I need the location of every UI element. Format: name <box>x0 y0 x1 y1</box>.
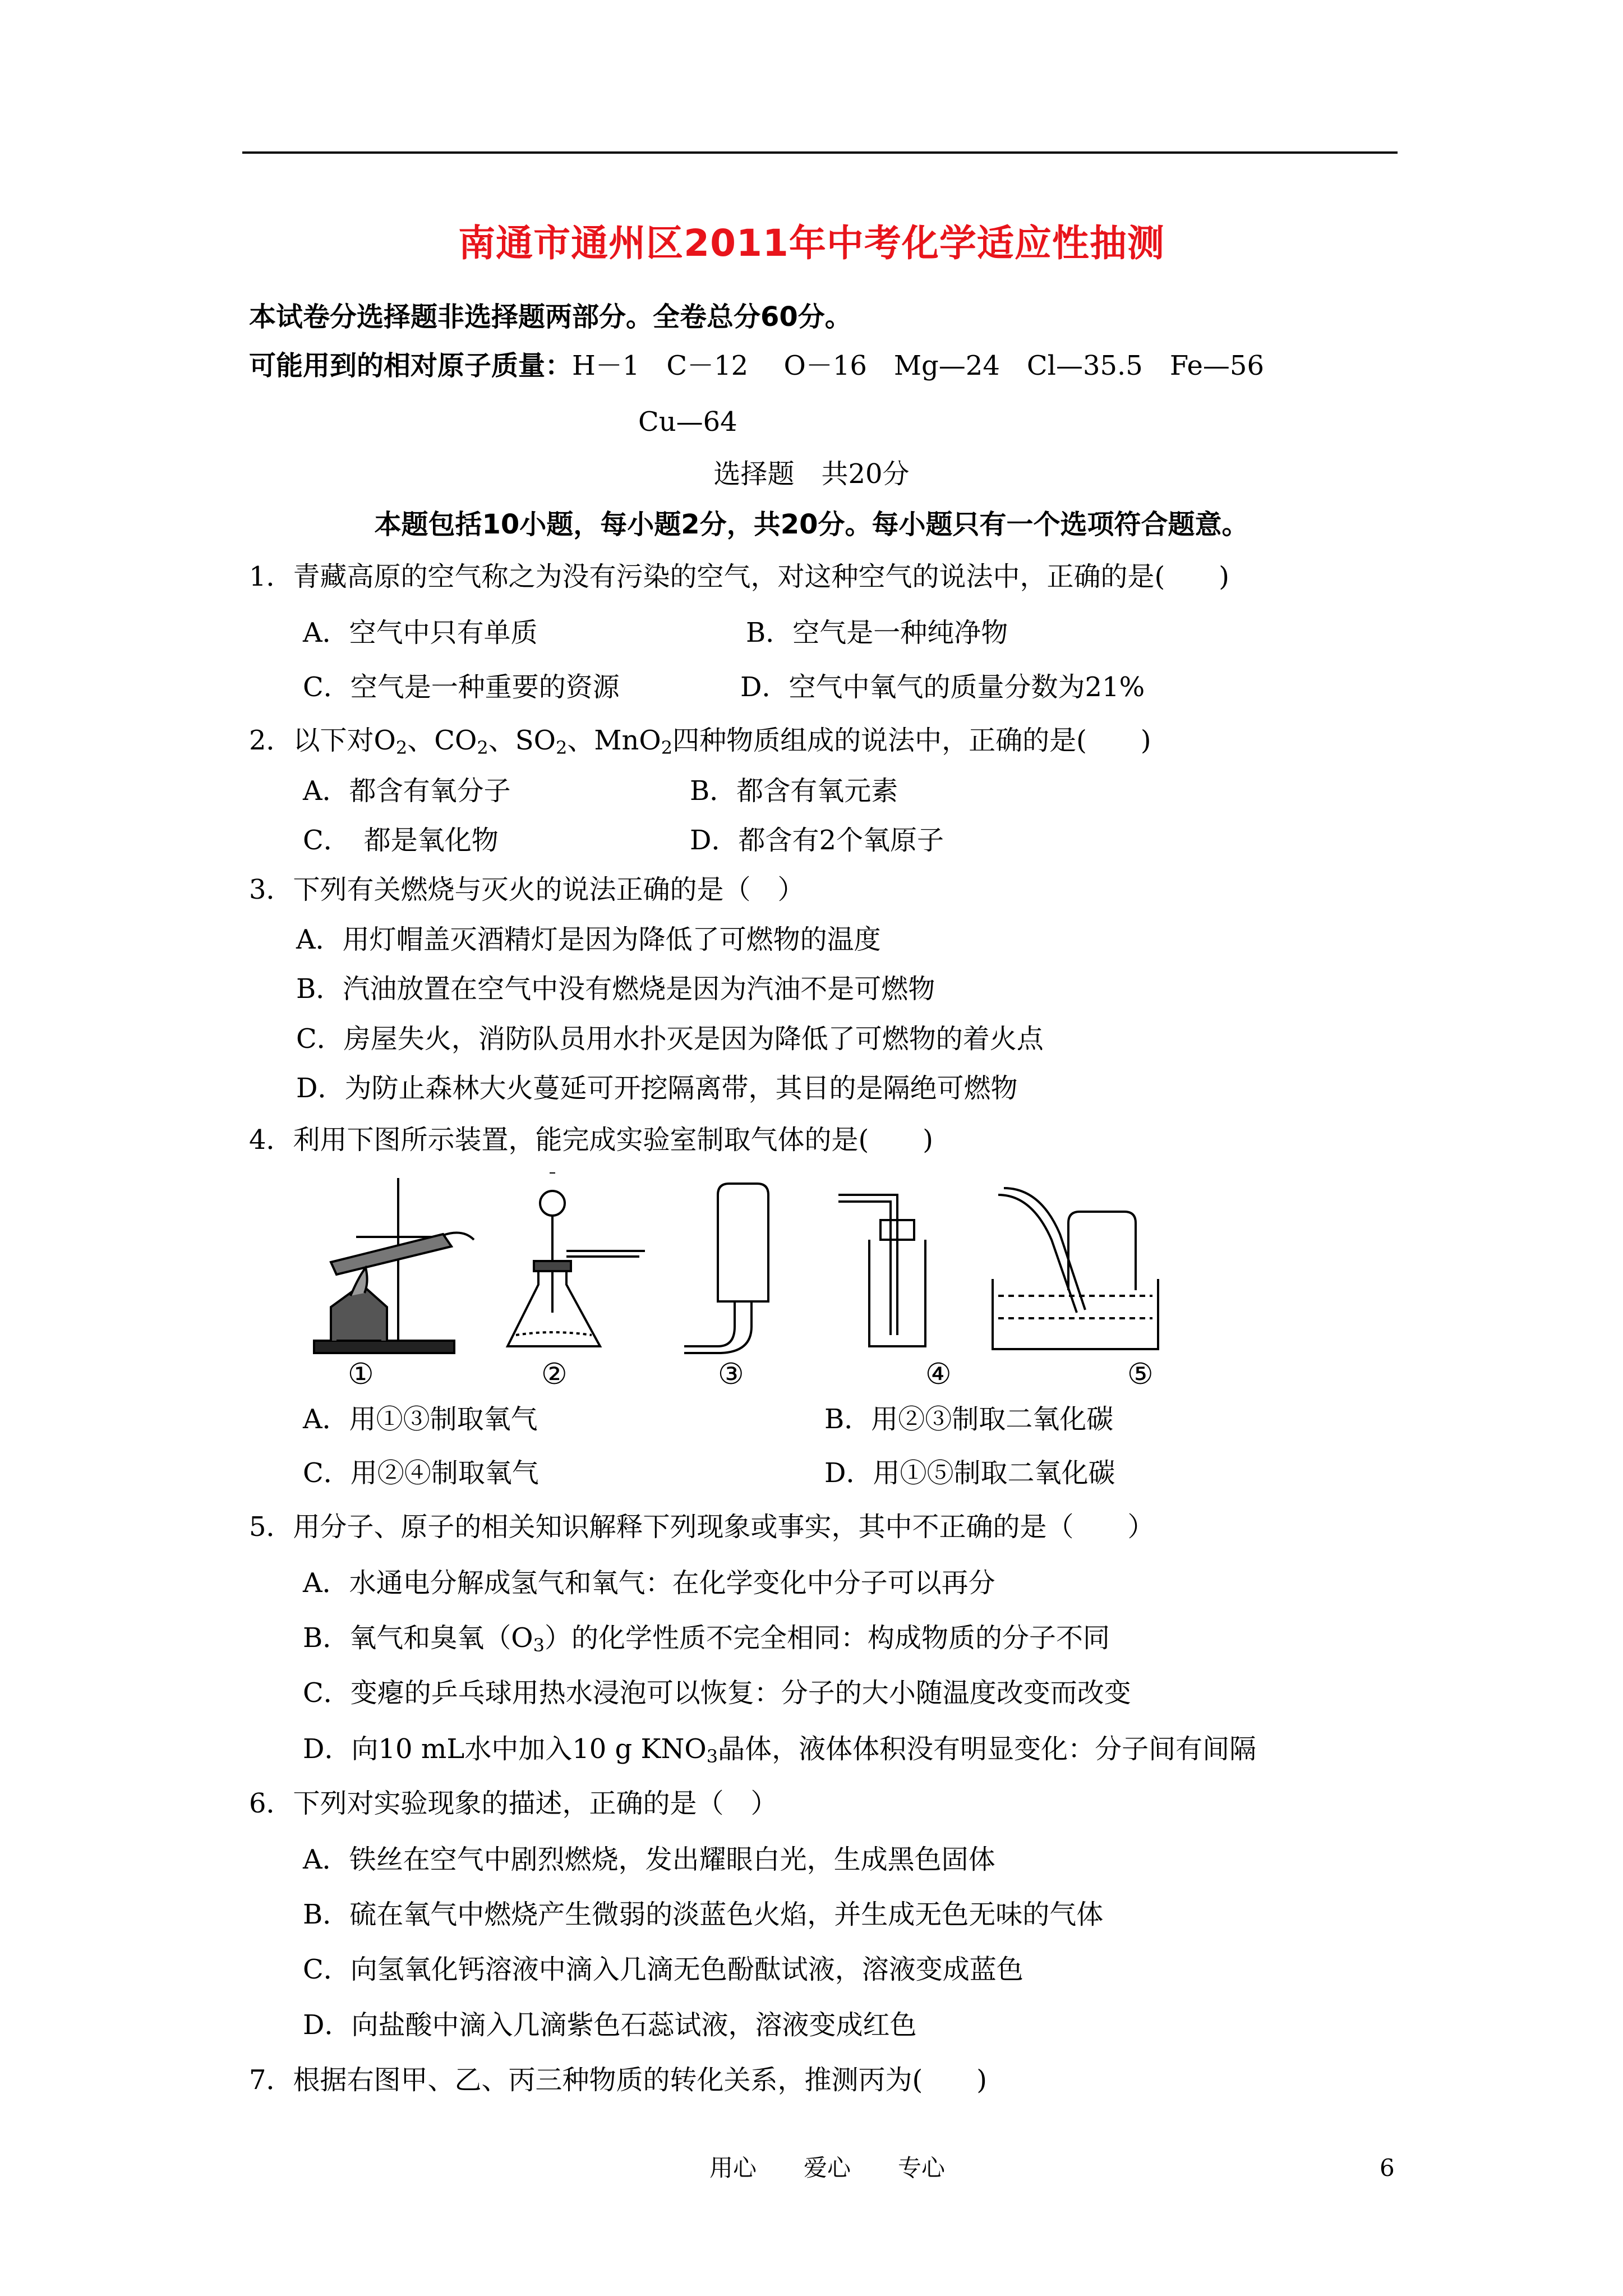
footer-motto: 用心 爱心 专心 <box>709 2154 946 2182</box>
question-7-stem: 7．根据右图甲、乙、丙三种物质的转化关系，推测丙为( ) <box>249 2064 987 2096</box>
section-heading: 选择题 共20分 <box>713 458 910 490</box>
question-5-stem: 5．用分子、原子的相关知识解释下列现象或事实，其中不正确的是（ ） <box>249 1511 1155 1543</box>
atomic-masses-values: H－1 C－12 O－16 Mg—24 Cl—35.5 Fe—56 <box>572 350 1264 381</box>
question-4-option-c: C．用②④制取氧气 <box>303 1457 539 1489</box>
apparatus-5-water-trough-icon <box>993 1188 1158 1349</box>
atomic-masses-label: 可能用到的相对原子质量： <box>249 350 573 381</box>
section-instruction: 本题包括10小题，每小题2分，共20分。每小题只有一个选项符合题意。 <box>374 509 1249 540</box>
figure-label-1: ① <box>348 1358 374 1391</box>
question-6-option-d: D．向盐酸中滴入几滴紫色石蕊试液，溶液变成红色 <box>303 2009 917 2041</box>
question-2-option-a: A．都含有氧分子 <box>303 775 511 807</box>
question-4-option-b: B．用②③制取二氧化碳 <box>824 1404 1114 1435</box>
question-6-option-a: A．铁丝在空气中剧烈燃烧，发出耀眼白光，生成黑色固体 <box>303 1844 995 1875</box>
atomic-masses-continued: Cu—64 <box>638 406 737 438</box>
question-2-stem: 2．以下对$O_2$、$CO_2$、$SO_2$、MnO$_2$四种物质组成的说法中，正确的是( ) <box>249 725 1151 758</box>
apparatus-4-gas-jar-icon <box>838 1195 925 1346</box>
intro-line: 本试卷分选择题非选择题两部分。全卷总分60分。 <box>249 301 852 333</box>
question-3-stem: 3．下列有关燃烧与灭火的说法正确的是（ ） <box>249 874 805 905</box>
question-1-option-a: A．空气中只有单质 <box>303 617 538 648</box>
question-3-option-b: B．汽油放置在空气中没有燃烧是因为汽油不是可燃物 <box>296 973 935 1005</box>
question-4-stem: 4．利用下图所示装置，能完成实验室制取气体的是( ) <box>249 1124 933 1156</box>
apparatus-figure <box>303 1172 1223 1408</box>
question-6-stem: 6．下列对实验现象的描述，正确的是（ ） <box>249 1788 778 1819</box>
page-title: 南通市通州区2011年中考化学适应性抽测 <box>458 222 1165 265</box>
question-5-option-b: B．氧气和臭氧$(O_3)$的化学性质不完全相同：构成物质的分子不同 <box>303 1622 1110 1656</box>
apparatus-3-bottle-icon <box>684 1184 768 1353</box>
figure-label-4: ④ <box>925 1358 952 1391</box>
question-5-option-a: A．水通电分解成氢气和氧气：在化学变化中分子可以再分 <box>303 1567 995 1599</box>
question-4-option-d: D．用①⑤制取二氧化碳 <box>824 1457 1115 1489</box>
figure-label-3: ③ <box>718 1358 744 1391</box>
question-2-option-b: B．都含有氧元素 <box>690 775 898 807</box>
page-number: 6 <box>1380 2154 1395 2182</box>
question-1-stem: 1．青藏高原的空气称之为没有污染的空气，对这种空气的说法中，正确的是( ) <box>249 561 1229 592</box>
question-1-option-b: B．空气是一种纯净物 <box>746 617 1008 648</box>
figure-label-5: ⑤ <box>1127 1358 1154 1391</box>
question-5-option-c: C．变瘪的乒乓球用热水浸泡可以恢复：分子的大小随温度改变而改变 <box>303 1677 1131 1709</box>
question-4-option-a: A．用①③制取氧气 <box>303 1404 538 1435</box>
figure-label-2: ② <box>541 1358 568 1391</box>
apparatus-2-flask-icon <box>508 1172 645 1346</box>
question-1-option-c: C．空气是一种重要的资源 <box>303 671 620 703</box>
question-3-option-d: D．为防止森林大火蔓延可开挖隔离带，其目的是隔绝可燃物 <box>296 1073 1018 1104</box>
question-3-option-a: A．用灯帽盖灭酒精灯是因为降低了可燃物的温度 <box>296 924 881 955</box>
apparatus-1-heating-icon <box>314 1178 474 1353</box>
question-3-option-c: C．房屋失火，消防队员用水扑灭是因为降低了可燃物的着火点 <box>296 1023 1044 1055</box>
question-6-option-b: B．硫在氧气中燃烧产生微弱的淡蓝色火焰，并生成无色无味的气体 <box>303 1899 1104 1930</box>
question-6-option-c: C．向氢氧化钙溶液中滴入几滴无色酚酞试液，溶液变成蓝色 <box>303 1954 1023 1985</box>
header-rule <box>242 151 1398 154</box>
question-2-option-c: C． 都是氧化物 <box>303 825 499 856</box>
question-1-option-d: D．空气中氧气的质量分数为21% <box>740 671 1145 703</box>
atomic-masses <box>249 349 1264 383</box>
question-5-option-d: D．向10 mL水中加入10 g $KNO_3$晶体，液体体积没有明显变化：分子间有间隔 <box>303 1733 1257 1767</box>
question-2-option-d: D．都含有2个氧原子 <box>690 825 944 856</box>
